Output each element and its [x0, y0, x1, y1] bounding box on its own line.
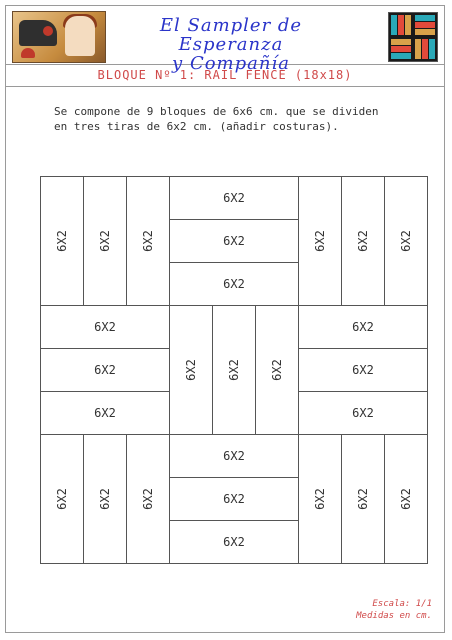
- pattern-sheet: [5, 5, 445, 633]
- strip-vertical: [341, 176, 385, 306]
- strip-label: 6X2: [223, 234, 245, 248]
- strip-label: 6X2: [94, 363, 116, 377]
- strip-label: 6X2: [223, 191, 245, 205]
- strip-label: 6X2: [223, 492, 245, 506]
- description-line-2: en tres tiras de 6x2 cm. (añadir costuras).: [54, 120, 339, 133]
- strip-horizontal: [298, 391, 428, 435]
- strip-vertical: [83, 176, 127, 306]
- quilt-block-icon: [389, 13, 437, 61]
- strip-horizontal: [40, 305, 170, 349]
- strip-horizontal: [169, 219, 299, 263]
- divider: [6, 86, 444, 87]
- rail-fence-quilt-logo: [388, 12, 438, 62]
- strip-vertical: [384, 176, 428, 306]
- strip-label: 6X2: [356, 230, 370, 252]
- rail-fence-pattern: [40, 176, 427, 563]
- strip-label: 6X2: [227, 359, 241, 381]
- heart-icon: [21, 48, 35, 58]
- title-line-1: El Sampler de Esperanza: [159, 15, 303, 55]
- strip-label: 6X2: [223, 277, 245, 291]
- strip-label: 6X2: [141, 488, 155, 510]
- page-title: [106, 16, 356, 73]
- scale-note: [356, 598, 432, 622]
- doll-icon: [65, 16, 95, 56]
- strip-vertical: [212, 305, 256, 435]
- strip-horizontal: [169, 262, 299, 306]
- strip-label: 6X2: [55, 230, 69, 252]
- strip-horizontal: [40, 391, 170, 435]
- sewing-machine-doll-logo: [12, 11, 106, 63]
- strip-vertical: [126, 434, 170, 564]
- units-label: Medidas en cm.: [356, 611, 432, 621]
- strip-vertical: [169, 305, 213, 435]
- strip-label: 6X2: [184, 359, 198, 381]
- strip-label: 6X2: [313, 230, 327, 252]
- strip-label: 6X2: [352, 406, 374, 420]
- strip-label: 6X2: [313, 488, 327, 510]
- strip-label: 6X2: [399, 230, 413, 252]
- strip-horizontal: [298, 305, 428, 349]
- strip-label: 6X2: [98, 230, 112, 252]
- wheel-icon: [43, 26, 53, 36]
- strip-vertical: [384, 434, 428, 564]
- strip-label: 6X2: [223, 449, 245, 463]
- block-subtitle: BLOQUE Nº 1: RAIL FENCE (18x18): [97, 68, 353, 82]
- strip-vertical: [298, 434, 342, 564]
- strip-label: 6X2: [94, 406, 116, 420]
- strip-label: 6X2: [94, 320, 116, 334]
- strip-label: 6X2: [141, 230, 155, 252]
- strip-label: 6X2: [223, 535, 245, 549]
- description-line-1: Se compone de 9 bloques de 6x6 cm. que se dividen: [54, 105, 379, 118]
- strip-horizontal: [169, 176, 299, 220]
- strip-label: 6X2: [98, 488, 112, 510]
- strip-label: 6X2: [55, 488, 69, 510]
- strip-vertical: [298, 176, 342, 306]
- strip-horizontal: [169, 434, 299, 478]
- title-line-2: y Compañía: [172, 53, 290, 74]
- strip-vertical: [126, 176, 170, 306]
- strip-label: 6X2: [270, 359, 284, 381]
- strip-vertical: [40, 434, 84, 564]
- strip-vertical: [83, 434, 127, 564]
- strip-horizontal: [169, 520, 299, 564]
- strip-vertical: [255, 305, 299, 435]
- strip-label: 6X2: [352, 320, 374, 334]
- strip-horizontal: [298, 348, 428, 392]
- block-description: [54, 104, 414, 134]
- strip-label: 6X2: [352, 363, 374, 377]
- strip-horizontal: [40, 348, 170, 392]
- strip-vertical: [40, 176, 84, 306]
- strip-label: 6X2: [356, 488, 370, 510]
- strip-horizontal: [169, 477, 299, 521]
- strip-label: 6X2: [399, 488, 413, 510]
- scale-label: Escala: 1/1: [372, 599, 432, 609]
- header: [6, 6, 444, 74]
- strip-vertical: [341, 434, 385, 564]
